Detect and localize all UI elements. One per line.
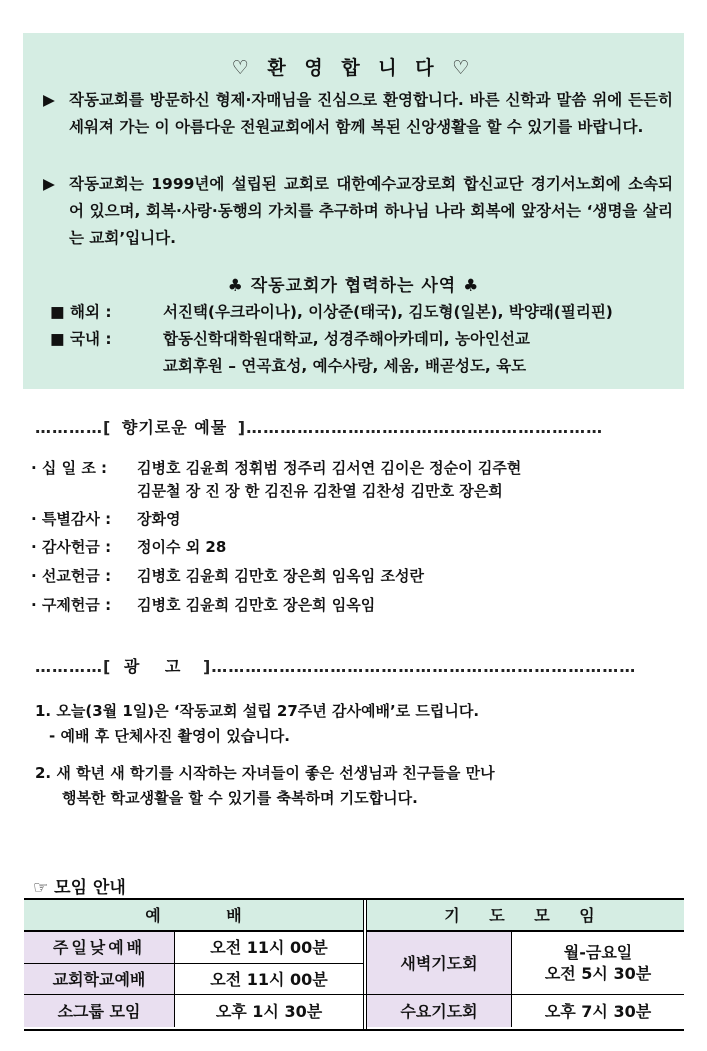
thanks-offering-label: · 감사헌금 : bbox=[31, 538, 112, 556]
missions-domestic-row bbox=[50, 326, 132, 352]
overseas-label: 해외 : bbox=[70, 303, 112, 321]
prayer-time-1-days: 월-금요일 bbox=[563, 943, 633, 962]
header-dots-right: ]……………………………………………………… bbox=[237, 418, 604, 437]
mission-offering-label: · 선교헌금 : bbox=[31, 567, 112, 585]
ads-title: 광 고 bbox=[123, 657, 191, 676]
welcome-box bbox=[23, 33, 684, 389]
inner-divider-right bbox=[511, 932, 512, 1027]
overseas-missionaries: 서진택(우크라이나), 이상준(태국), 김도형(일본), 박양래(필리핀) bbox=[163, 303, 613, 321]
special-thanks-names: 장화영 bbox=[137, 510, 181, 528]
header-dots-left: …………[ bbox=[35, 657, 112, 676]
domestic-label: 국내 : bbox=[70, 330, 112, 348]
welcome-text-2: 작동교회는 1999년에 설립된 교회로 대한예수교장로회 합신교단 경기서노회에 소속되어 있으며, 회복·사랑·동행의 가치를 추구하며 하나님 나라 회복에 앞장서는 ‘생명을 살리는 교회’입니다. bbox=[69, 175, 673, 247]
offering-thanks-row bbox=[31, 536, 226, 559]
prayer-header: 기 도 모 임 bbox=[367, 900, 684, 930]
ad-item-2-line-1: 2. 새 학년 새 학기를 시작하는 자녀들이 좋은 선생님과 친구들을 만나 bbox=[35, 764, 495, 782]
ad-item-1: 1. 오늘(3월 1일)은 ‘작동교회 설립 27주년 감사예배’로 드립니다. bbox=[35, 702, 480, 720]
inner-divider-left bbox=[174, 932, 175, 1027]
tithe-names-1: 김병호 김윤희 정휘범 정주리 김서연 김이은 정순이 김주현 bbox=[137, 459, 522, 477]
offering-relief-row bbox=[31, 594, 375, 617]
triangle-bullet-icon: ▶ bbox=[43, 91, 55, 109]
triangle-bullet-icon: ▶ bbox=[43, 175, 55, 193]
tithe-label: · 십 일 조 : bbox=[31, 459, 108, 477]
prayer-time-1 bbox=[512, 932, 684, 994]
prayer-label-1: 새벽기도회 bbox=[367, 932, 511, 994]
worship-label-1: 주일낮예배 bbox=[24, 932, 174, 963]
offering-tithe-row bbox=[31, 457, 521, 480]
worship-label-3: 소그룹 모임 bbox=[24, 995, 174, 1027]
domestic-missions-1: 합동신학대학원대학교, 성경주해아카데미, 농아인선교 bbox=[163, 330, 530, 348]
prayer-label-2: 수요기도회 bbox=[367, 995, 511, 1027]
tithe-names-2: 김문철 장 진 장 한 김진유 김찬열 김찬성 김만호 장은희 bbox=[137, 482, 503, 500]
worship-time-2: 오전 11시 00분 bbox=[210, 969, 328, 989]
worship-time-3: 오후 1시 30분 bbox=[215, 1001, 323, 1021]
header-dots-left: …………[ bbox=[35, 418, 112, 437]
thanks-offering-names: 정이수 외 28 bbox=[137, 538, 227, 556]
mission-offering-names: 김병호 김윤희 김만호 장은희 임옥임 조성란 bbox=[137, 567, 424, 585]
offering-section-header bbox=[35, 415, 603, 438]
prayer-time-1-hour: 오전 5시 30분 bbox=[544, 964, 652, 983]
worship-label-2: 교회학교예배 bbox=[24, 964, 174, 994]
header-dots-right: ]………………………………………………………………… bbox=[202, 657, 637, 676]
welcome-text-1: 작동교회를 방문하신 형제·자매님을 진심으로 환영합니다. 바른 신학과 말씀 위에 든든히 세워져 가는 이 아름다운 전원교회에서 함께 복된 신앙생활을 할 수 있기를 바랍니다. bbox=[69, 91, 673, 136]
meetings-table bbox=[24, 898, 684, 1031]
missions-overseas-row bbox=[50, 299, 132, 325]
relief-offering-label: · 구제헌금 : bbox=[31, 596, 112, 614]
welcome-paragraph-1 bbox=[43, 87, 673, 141]
ad-item-2-line-2: 행복한 학교생활을 할 수 있기를 축복하며 기도합니다. bbox=[62, 789, 418, 807]
welcome-title: ♡ 환 영 합 니 다 ♡ bbox=[231, 57, 476, 79]
domestic-missions-2: 교회후원 – 연곡효성, 예수사랑, 세움, 배곧성도, 육도 bbox=[163, 357, 527, 375]
ads-section-header bbox=[35, 654, 636, 677]
special-thanks-label: · 특별감사 : bbox=[31, 510, 112, 528]
offering-special-row bbox=[31, 508, 180, 531]
meetings-title: ☞ 모임 안내 bbox=[33, 878, 126, 898]
missions-title: ♣ 작동교회가 협력하는 사역 ♣ bbox=[227, 276, 480, 296]
prayer-time-2: 오후 7시 30분 bbox=[544, 1001, 652, 1021]
worship-time-1: 오전 11시 00분 bbox=[210, 938, 328, 957]
column-divider bbox=[363, 900, 364, 1029]
welcome-paragraph-2 bbox=[43, 171, 673, 252]
square-bullet-icon: ■ bbox=[50, 303, 65, 321]
offering-title: 향기로운 예물 bbox=[121, 418, 228, 437]
relief-offering-names: 김병호 김윤희 김만호 장은희 임옥임 bbox=[137, 596, 376, 614]
square-bullet-icon: ■ bbox=[50, 330, 65, 348]
worship-header: 예 배 bbox=[24, 900, 363, 930]
ad-item-1-sub: - 예배 후 단체사진 촬영이 있습니다. bbox=[49, 727, 290, 745]
offering-mission-row bbox=[31, 565, 424, 588]
